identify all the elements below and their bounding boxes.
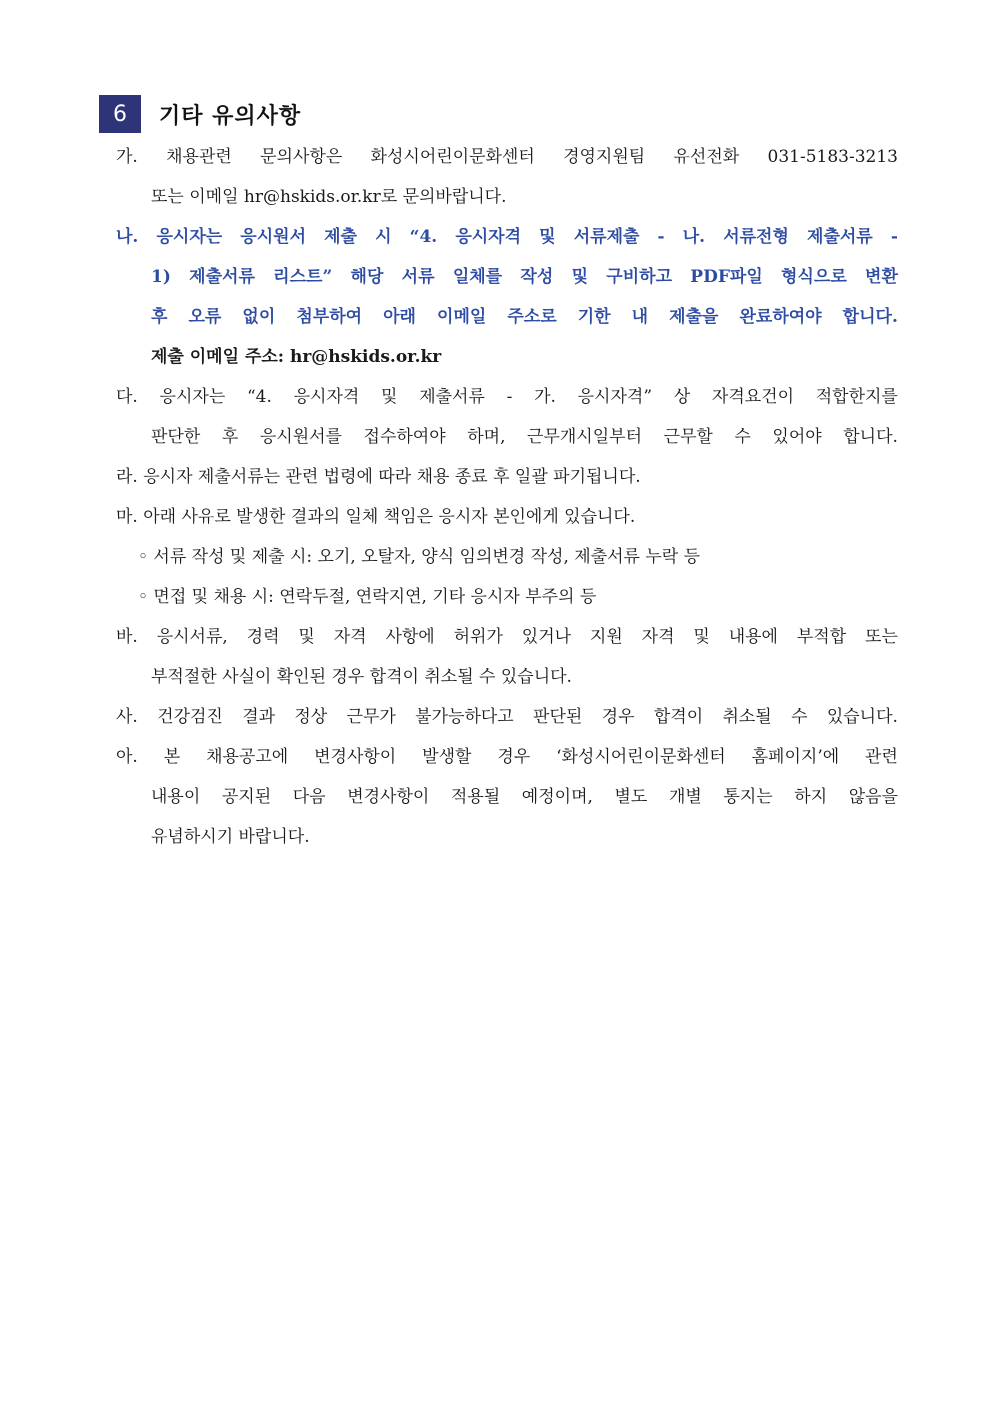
word: 구비하고 <box>606 267 672 287</box>
word: 제출 <box>324 227 357 247</box>
word: 수 <box>791 707 808 727</box>
word: 예정이며, <box>521 787 593 807</box>
word: 수 <box>734 427 751 447</box>
note-aa-line-3: 유념하시기 바랍니다. <box>151 827 310 847</box>
word: 응시자는 <box>156 227 223 247</box>
word: 내 <box>631 307 649 327</box>
word: 통지는 <box>723 787 773 807</box>
word: 응시자는 <box>159 387 226 407</box>
word: 개별 <box>668 787 702 807</box>
word: 응시자격” <box>577 387 653 407</box>
note-ba-line-1 <box>116 625 898 649</box>
word: 및 <box>381 387 398 407</box>
word: 하며, <box>467 427 506 447</box>
word: 후 <box>151 307 168 327</box>
word: 별도 <box>614 787 648 807</box>
note-ra-line-1: 라. 응시자 제출서류는 관련 법령에 따라 채용 종료 후 일괄 파기됩니다. <box>116 467 641 487</box>
word: 적합한지를 <box>815 387 898 407</box>
word: 화성시어린이문화센터 <box>370 147 535 167</box>
word: 있습니다. <box>826 707 898 727</box>
word: 가. <box>534 387 556 407</box>
note-ba-line-2: 부적절한 사실이 확인된 경우 합격이 취소될 수 있습니다. <box>151 667 572 687</box>
section-number-badge: 6 <box>99 95 141 133</box>
word: 제출을 <box>669 307 719 327</box>
word: 합니다. <box>843 427 898 447</box>
word: 사항에 <box>385 627 435 647</box>
word: 응시원서 <box>240 227 306 247</box>
note-na-line-3 <box>151 305 898 329</box>
word: 상 <box>673 387 691 407</box>
word: 제출서류 <box>419 387 485 407</box>
word: 다. <box>116 387 138 407</box>
word: 불가능하다고 <box>415 707 514 727</box>
word: 내용에 <box>728 627 778 647</box>
word: 판단한 <box>151 427 201 447</box>
word: 형식으로 <box>781 267 847 287</box>
section-title: 기타 유의사항 <box>159 103 302 129</box>
word: 근무할 <box>663 427 713 447</box>
word: PDF파일 <box>690 267 763 287</box>
word: 접수하여야 <box>363 427 446 447</box>
note-na-line-1 <box>116 225 898 249</box>
word: 근무가 <box>346 707 396 727</box>
word: 작성 <box>520 267 554 287</box>
word: 응시서류, <box>156 627 228 647</box>
word: 나. <box>116 227 139 247</box>
word: 및 <box>298 627 315 647</box>
note-aa-line-1 <box>116 745 898 769</box>
word: 응시자격 <box>455 227 522 247</box>
word: 판단된 <box>533 707 583 727</box>
note-da-line-2 <box>151 425 898 449</box>
word: 근무개시일부터 <box>527 427 642 447</box>
note-ma-bullet-1: ◦ 서류 작성 및 제출 시: 오기, 오탈자, 양식 임의변경 작성, 제출서류 누락 등 <box>138 547 701 567</box>
word: 해당 <box>350 267 384 287</box>
word: 가. <box>116 147 138 167</box>
word: 주소로 <box>507 307 557 327</box>
word: 합니다. <box>842 307 898 327</box>
word: 1) <box>151 267 171 287</box>
word: 유선전화 <box>673 147 740 167</box>
word: 다음 <box>292 787 326 807</box>
word: 사. <box>116 707 138 727</box>
word: 관련 <box>865 747 898 767</box>
word: 하지 <box>794 787 828 807</box>
word: 리스트” <box>273 267 333 287</box>
note-da-line-1 <box>116 385 898 409</box>
word: 서류제출 <box>573 227 640 247</box>
word: 있어야 <box>772 427 822 447</box>
word: 변환 <box>865 267 898 287</box>
word: 본 <box>163 747 181 767</box>
word: 경우 <box>497 747 531 767</box>
word: 바. <box>116 627 138 647</box>
word: 취소될 <box>722 707 772 727</box>
word: 이메일 <box>437 307 487 327</box>
word: 적용될 <box>450 787 501 807</box>
word: 및 <box>571 267 588 287</box>
word: 합격이 <box>653 707 704 727</box>
note-ga-line-2: 또는 이메일 hr@hskids.or.kr로 문의바랍니다. <box>151 187 507 207</box>
word: 문의사항은 <box>260 147 343 167</box>
word: 제출서류 <box>807 227 873 247</box>
word: ‘화성시어린이문화센터 <box>556 747 726 767</box>
word: 변경사항이 <box>347 787 430 807</box>
word: 부적합 <box>796 627 847 647</box>
note-sa-line-1 <box>116 705 898 729</box>
word: 후 <box>221 427 239 447</box>
note-na-email-line: 제출 이메일 주소: hr@hskids.or.kr <box>151 347 442 367</box>
word: 첨부하여 <box>296 307 363 327</box>
word: 정상 <box>294 707 328 727</box>
word: 홈페이지’에 <box>751 747 840 767</box>
word: 및 <box>693 627 710 647</box>
word: 경우 <box>601 707 635 727</box>
word: 아. <box>116 747 138 767</box>
word: 시 <box>375 227 392 247</box>
word: 변경사항이 <box>314 747 397 767</box>
word: 채용공고에 <box>206 747 289 767</box>
word: 있거나 <box>521 627 572 647</box>
word: 오류 <box>188 307 222 327</box>
word: 서류 <box>401 267 435 287</box>
word: 없이 <box>242 307 276 327</box>
section-heading <box>99 95 301 133</box>
word: 응시원서를 <box>259 427 342 447</box>
word: 서류전형 <box>723 227 789 247</box>
word: 나. <box>682 227 706 247</box>
word: 제출서류 <box>189 267 255 287</box>
word: 경력 <box>246 627 280 647</box>
word: - <box>890 227 898 247</box>
word: - <box>506 387 513 407</box>
word: 채용관련 <box>166 147 232 167</box>
note-ma-bullet-2: ◦ 면접 및 채용 시: 연락두절, 연락지연, 기타 응시자 부주의 등 <box>138 587 597 607</box>
word: 아래 <box>383 307 416 327</box>
word: 건강검진 <box>157 707 223 727</box>
word: 일체를 <box>452 267 503 287</box>
note-aa-line-2 <box>151 785 898 809</box>
word: 기한 <box>577 307 611 327</box>
note-ma-line-1: 마. 아래 사유로 발생한 결과의 일체 책임은 응시자 본인에게 있습니다. <box>116 507 636 527</box>
word: 허위가 <box>453 627 503 647</box>
word: 않음을 <box>848 787 898 807</box>
word: 결과 <box>242 707 276 727</box>
note-ga-line-1 <box>116 145 898 169</box>
word: 공지된 <box>221 787 272 807</box>
word: 내용이 <box>151 787 201 807</box>
word: 응시자격 <box>293 387 360 407</box>
note-na-line-2 <box>151 265 898 289</box>
word: “4. <box>246 387 272 407</box>
word: 자격요건이 <box>711 387 795 407</box>
word: 또는 <box>865 627 898 647</box>
word: 지원 <box>589 627 623 647</box>
word: 031-5183-3213 <box>767 147 898 167</box>
word: “4. <box>409 227 438 247</box>
word: 자격 <box>641 627 675 647</box>
word: 완료하여야 <box>739 307 822 327</box>
word: 자격 <box>333 627 367 647</box>
word: 경영지원팀 <box>563 147 646 167</box>
word: 발생할 <box>422 747 472 767</box>
word: - <box>657 227 665 247</box>
word: 및 <box>539 227 556 247</box>
